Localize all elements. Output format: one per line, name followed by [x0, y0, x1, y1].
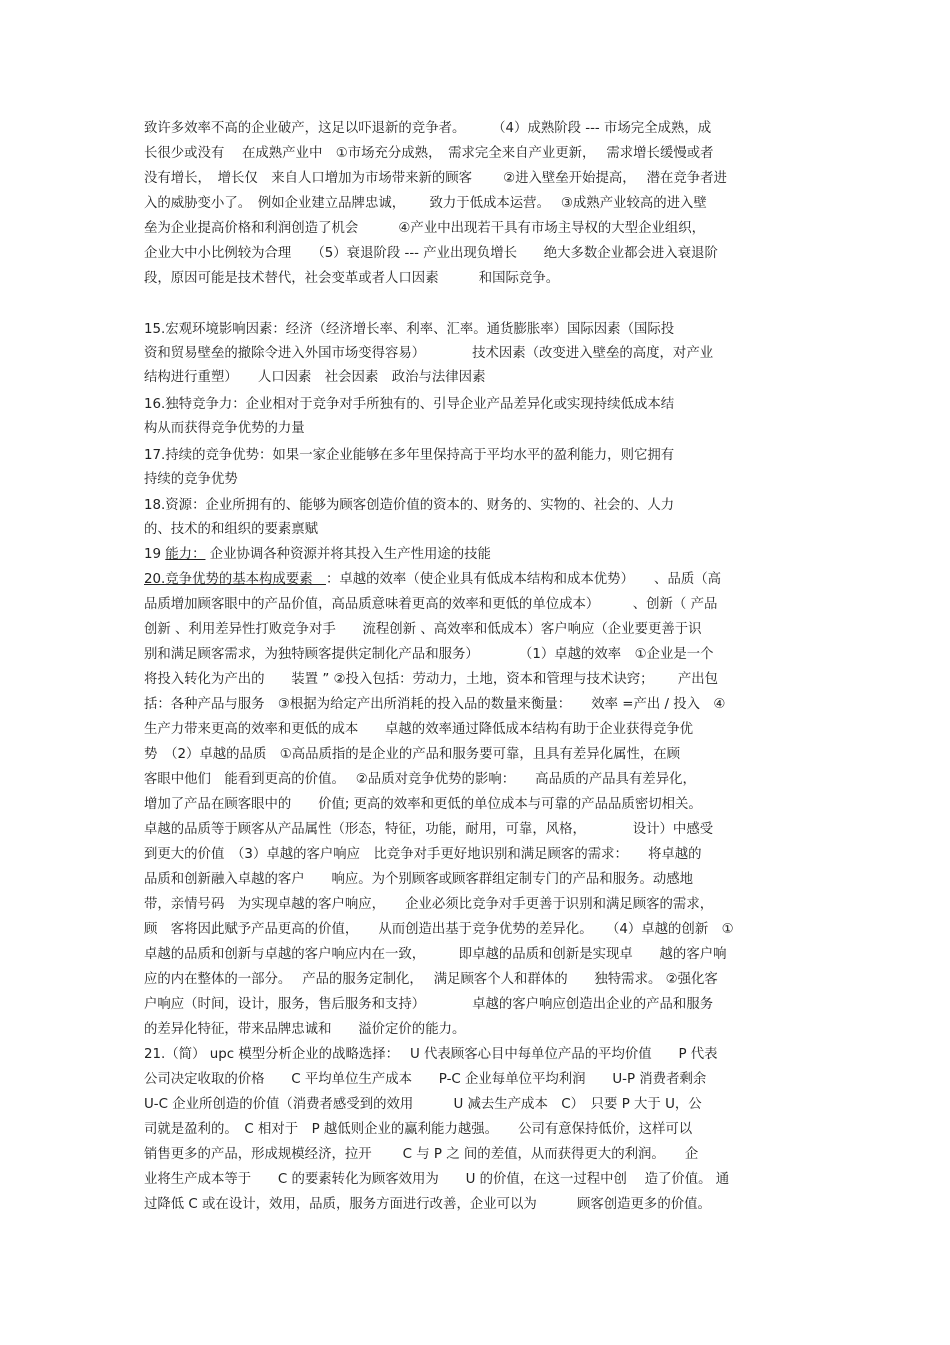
text-line: 持续的竞争优势	[144, 472, 238, 487]
text-line: 致许多效率不高的企业破产，这足以吓退新的竞争者。 （4）成熟阶段 --- 市场完全成熟，成	[144, 121, 712, 136]
section-19-term: 能力：	[165, 547, 206, 562]
text-line: 户响应（时间，设计，服务，售后服务和支持） 卓越的客户响应创造出企业的产品和服务	[144, 997, 714, 1012]
text-line: 生产力带来更高的效率和更低的成本 卓越的效率通过降低成本结构有助于企业获得竞争优	[144, 722, 694, 737]
text-line: 销售更多的产品，形成规模经济，拉开 C 与 P 之 间的差值，从而获得更大的利润。 企	[144, 1147, 699, 1162]
text-line: 到更大的价值 （3）卓越的客户响应 比竞争对手更好地识别和满足顾客的需求： 将卓越的	[144, 847, 702, 862]
text-line: 过降低 C 或在设计，效用，品质，服务方面进行改善，企业可以为 顾客创造更多的价值。	[144, 1197, 711, 1212]
section-20-text: ：卓越的效率（使企业具有低成本结构和成本优势） 、品质（高	[325, 572, 722, 587]
text-line: 业将生产成本等于 C 的要素转化为顾客效用为 U 的价值，在这一过程中创 造了价值。 通	[144, 1172, 730, 1187]
text-line: 顾 客将因此赋予产品更高的价值， 从而创造出基于竞争优势的差异化。 （4）卓越的创新 ①	[144, 922, 734, 937]
text-line: 别和满足顾客需求，为独特顾客提供定制化产品和服务） （1）卓越的效率 ①企业是一个	[144, 647, 714, 662]
text-line: 势 （2）卓越的品质 ①高品质指的是企业的产品和服务要可靠，且具有差异化属性，在顾	[144, 747, 681, 762]
section-15-line: 15.宏观环境影响因素：经济（经济增长率、利率、汇率。通货膨胀率）国际因素（国际投	[144, 322, 675, 337]
text-line: 应的内在整体的一部分。 产品的服务定制化， 满足顾客个人和群体的 独特需求。 ②强化客	[144, 972, 718, 987]
text-line: U-C 企业所创造的价值（消费者感受到的效用 U 减去生产成本 C） 只要 P 大于 U，公	[144, 1097, 702, 1112]
text-line: 客眼中他们 能看到更高的价值。 ②品质对竞争优势的影响： 高品质的产品具有差异化，	[144, 772, 696, 787]
section-18-line: 18.资源：企业所拥有的、能够为顾客创造价值的资本的、财务的、实物的、社会的、人力	[144, 498, 675, 513]
section-20-line	[144, 567, 810, 593]
text-line: 企业大中小比例较为合理 （5）衰退阶段 --- 产业出现负增长 绝大多数企业都会进入衰退阶	[144, 246, 718, 261]
text-line: 增加了产品在顾客眼中的 价值; 更高的效率和更低的单位成本与可靠的产品品质密切相关。	[144, 797, 702, 812]
text-line: 长很少或没有 在成熟产业中 ①市场充分成熟， 需求完全来自产业更新， 需求增长缓慢或者	[144, 146, 714, 161]
text-line: 入的威胁变小了。 例如企业建立品牌忠诚， 致力于低成本运营。 ③成熟产业较高的进入壁	[144, 196, 707, 211]
section-16-line: 16.独特竞争力：企业相对于竞争对手所独有的、引导企业产品差异化或实现持续低成本结	[144, 397, 675, 412]
text-line: 构从而获得竞争优势的力量	[144, 421, 305, 436]
text-line: 公司决定收取的价格 C 平均单位生产成本 P-C 企业每单位平均利润 U-P 消费者剩余	[144, 1072, 707, 1087]
text-line: 的、技术的和组织的要素禀赋	[144, 522, 319, 537]
section-19-number: 19	[144, 547, 166, 562]
section-19-line	[144, 542, 810, 568]
text-line: 品质增加顾客眼中的产品价值，高品质意味着更高的效率和更低的单位成本） 、创新（ 产品	[144, 597, 718, 612]
section-17-line: 17.持续的竞争优势：如果一家企业能够在多年里保持高于平均水平的盈利能力，则它拥有	[144, 448, 675, 463]
text-line: 的差异化特征，带来品牌忠诚和 溢价定价的能力。	[144, 1022, 466, 1037]
text-line: 垒为企业提高价格和利润创造了机会 ④产业中出现若干具有市场主导权的大型企业组织，	[144, 221, 706, 236]
text-line: 结构进行重塑） 人口因素 社会因素 政治与法律因素	[144, 370, 486, 385]
text-line: 括：各种产品与服务 ③根据为给定产出所消耗的投入品的数量来衡量： 效率 =产出 / 投入 ④	[144, 697, 726, 712]
text-line: 司就是盈利的。 C 相对于 P 越低则企业的赢利能力越强。 公司有意保持低价，这样可以	[144, 1122, 693, 1137]
text-line: 带，亲情号码 为实现卓越的客户响应， 企业必须比竞争对手更善于识别和满足顾客的需求，	[144, 897, 714, 912]
text-line: 段，原因可能是技术替代，社会变革或者人口因素 和国际竞争。	[144, 271, 560, 286]
text-line: 卓越的品质等于顾客从产品属性（形态，特征，功能，耐用，可靠，风格， 设计）中感受	[144, 822, 714, 837]
section-21-line: 21.（简） upc 模型分析企业的战略选择： U 代表顾客心目中每单位产品的平均价值 P 代表	[144, 1047, 718, 1062]
text-line: 将投入转化为产出的 装置 ” ②投入包括：劳动力，土地，资本和管理与技术诀窍； 产出包	[144, 672, 719, 687]
text-line: 没有增长， 增长仅 来自人口增加为市场带来新的顾客 ②进入壁垒开始提高， 潜在竞争者进	[144, 171, 727, 186]
section-19-text: 企业协调各种资源并将其投入生产性用途的技能	[205, 547, 491, 562]
section-20-term: 20.竞争优势的基本构成要素	[144, 572, 326, 587]
text-line: 资和贸易壁垒的撤除令进入外国市场变得容易） 技术因素（改变进入壁垒的高度，对产业	[144, 346, 714, 361]
text-line: 卓越的品质和创新与卓越的客户响应内在一致， 即卓越的品质和创新是实现卓 越的客户响	[144, 947, 727, 962]
text-line: 创新 、利用差异性打败竞争对手 流程创新 、高效率和低成本）客户响应（企业要更善于识	[144, 622, 702, 637]
text-line: 品质和创新融入卓越的客户 响应。为个别顾客或顾客群组定制专门的产品和服务。动感地	[144, 872, 694, 887]
